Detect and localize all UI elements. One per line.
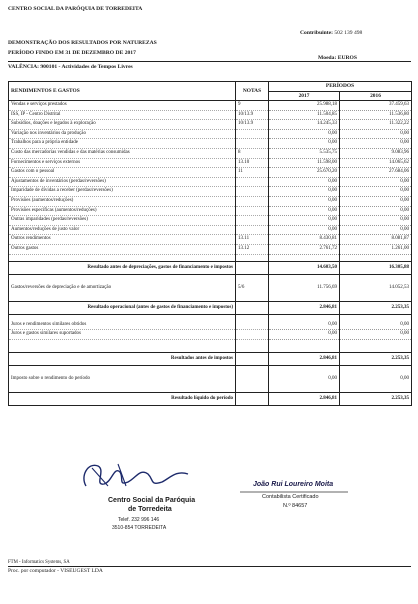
col-notas-header: NOTAS [236,82,269,101]
table-row: Subsídios, doações e legados à exploração 10/13.9 14.245,33 11.322,22 [9,120,412,130]
subtotal-pretax-row: Resultados antes de impostos 2.846,81 2.253,35 [9,352,412,365]
stamp-line-2: de Torredeita [128,506,172,513]
col-label-header: RENDIMENTOS E GASTOS [9,82,236,101]
table-row: Provisões específicas (aumentos/reduções) 0,00 0,00 [9,206,412,216]
signature-left-scribble [78,456,198,496]
accountant-role: Contabilista Certificado [262,494,319,500]
table-row: Trabalhos para a própria entidade 0,00 0,00 [9,139,412,149]
footer-rule [8,566,411,567]
col-year-2016: 2016 [340,91,412,101]
accountant-number: N.º 84657 [283,503,308,509]
table-row: Variação nos inventários da produção 0,00 0,00 [9,129,412,139]
accountant-name: João Rui Loureiro Moita [253,481,334,488]
doc-title: DEMONSTRAÇÃO DOS RESULTADOS POR NATUREZAS [8,40,157,46]
table-row: Gastos com o pessoal 11 25.670,20 27.684,06 [9,168,412,178]
currency: Moeda: EUROS [318,55,358,61]
subtotal-operating-row: Resultado operacional (antes de gastos de financiamento e impostos) 2.846,81 2.253,35 [9,301,412,314]
income-statement-table [8,81,412,406]
footer-software: FTM - Informatics Systems, SA [8,560,70,565]
table-row: Ajustamentos de inventários (perdas/reversões) 0,00 0,00 [9,177,412,187]
table-row: ISS, IP - Centro Distrital 10/13.9 11.504,85 11.536,80 [9,110,412,120]
stamp-address: 3510-854 TORREDEITA [112,525,167,531]
table-row: Custo das mercadorias vendidas e das matérias consumidas 8 5.535,75 9.083,96 [9,148,412,158]
stamp-tel: Telef. 232 996 146 [118,517,160,523]
table-row: Outras imparidades (perdas/reversões) 0,00 0,00 [9,216,412,226]
table-row: Fornecimentos e serviços externos 13.10 11.598,00 14.065,62 [9,158,412,168]
contribuinte-value: 502 139 498 [334,30,363,36]
table-row: Outros gastos 13.12 2.761,72 1.261,00 [9,244,412,254]
org-name: CENTRO SOCIAL DA PARÓQUIA DE TORREDEITA [8,6,143,12]
table-header-row [9,82,412,92]
table-row: Imparidade de dívidas a receber (perdas/reversões) 0,00 0,00 [9,187,412,197]
table-row: Provisões (aumentos/reduções) 0,00 0,00 [9,196,412,206]
table-row: Juros e gastos similares suportados 0,00 0,00 [9,330,412,340]
tax-row: Imposto sobre o rendimento do período 0,00 0,00 [9,372,412,386]
footer-processor: Proc. por computador - VISEUGEST LDA [8,568,103,574]
table-row: Vendas e serviços prestados 9 25.988,18 37.459,63 [9,101,412,111]
net-result-row: Resultado líquido do período 2.846,81 2.253,35 [9,392,412,405]
header-rule [8,61,411,62]
stamp-line-1: Centro Social da Paróquia [108,497,196,504]
col-year-2017: 2017 [269,91,340,101]
contribuinte [300,30,362,36]
table-row: Outros rendimentos 13.11 8.430,81 8.081,87 [9,235,412,245]
doc-period: PERÍODO FINDO EM 31 DE DEZEMBRO DE 2017 [8,50,136,56]
contribuinte-label: Contribuinte: [300,30,333,36]
col-periodos-header: PERÍODOS [269,82,412,92]
table-row: Juros e rendimentos similares obtidos 0,00 0,00 [9,321,412,330]
depreciation-row: Gastos/reversões de depreciação e de amortização 5/6 11.756,69 14.052,53 [9,281,412,295]
valencia: VALÊNCIA: 900101 - Actividades de Tempos Livres [8,64,133,70]
table-row: Aumentos/reduções de justo valor 0,00 0,00 [9,225,412,235]
subtotal-ebitda-row: Resultado antes de depreciações, gastos de financiamento e impostos 14.603,50 16.305,88 [9,261,412,274]
